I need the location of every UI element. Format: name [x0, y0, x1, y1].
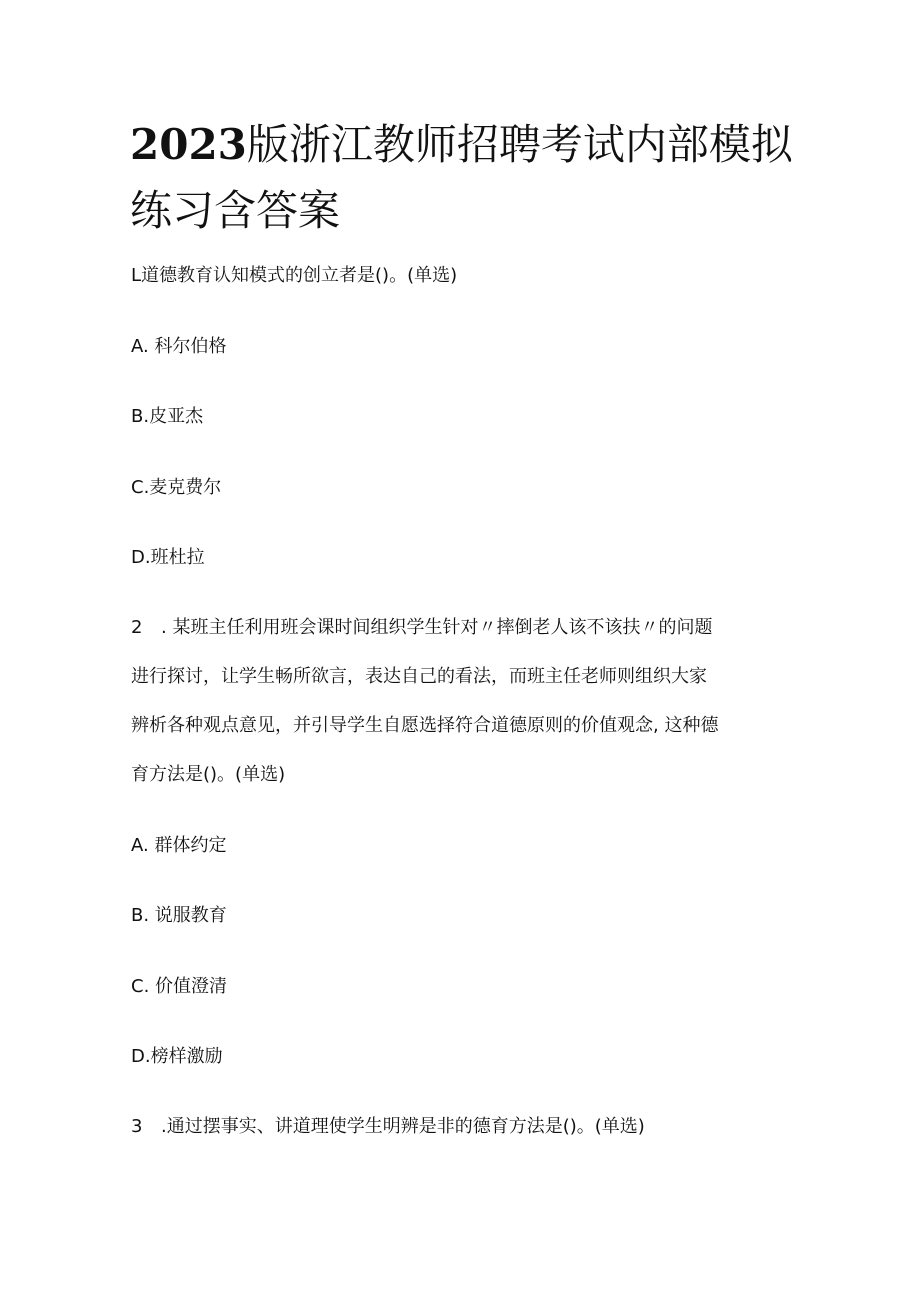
question-3-stem-text: .通过摆事实、讲道理使学生明辨是非的德育方法是()。(单选) — [161, 1116, 645, 1137]
question-3-stem — [131, 1115, 645, 1139]
question-2-option-d: D.榜样激励 — [131, 1046, 223, 1067]
question-2-option-c: C. 价值澄清 — [131, 976, 228, 997]
question-2-stem-line-3: 辨析各种观点意见，并引导学生自愿选择符合道德原则的价值观念, 这种德 — [131, 715, 719, 736]
question-2-number: 2 — [131, 617, 143, 638]
question-1-option-a: A. 科尔伯格 — [131, 336, 227, 357]
question-1-option-d: D.班杜拉 — [131, 547, 205, 568]
title-text: 版浙江教师招聘考试内部模拟练习含答案 — [130, 120, 793, 235]
question-3-number: 3 — [131, 1116, 143, 1137]
title-year: 2023 — [130, 120, 247, 169]
question-2-stem-text-1: . 某班主任利用班会课时间组织学生针对〃摔倒老人该不该扶〃的问题 — [161, 617, 713, 638]
question-1-option-b: B.皮亚杰 — [131, 406, 204, 427]
question-1-stem: L道德教育认知模式的创立者是()。(单选) — [131, 265, 458, 286]
document-title — [130, 112, 810, 244]
question-1-option-c: C.麦克费尔 — [131, 477, 222, 498]
question-2-option-b: B. 说服教育 — [131, 905, 227, 926]
question-2-option-a: A. 群体约定 — [131, 835, 227, 856]
question-2-stem-line-4: 育方法是()。(单选) — [131, 764, 286, 785]
question-2-stem-line-1 — [131, 616, 712, 640]
question-2-stem-line-2: 进行探讨，让学生畅所欲言，表达自己的看法，而班主任老师则组织大家 — [131, 666, 707, 687]
